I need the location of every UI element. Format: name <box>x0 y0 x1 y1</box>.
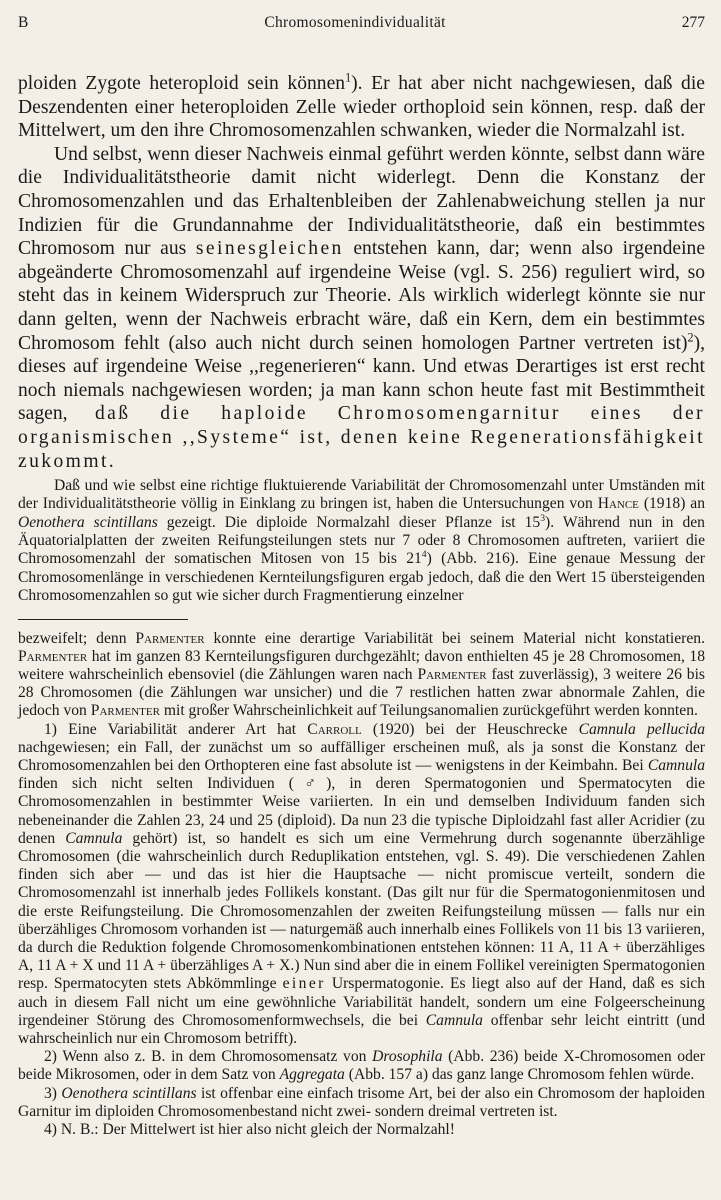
genus-name: Drosophila <box>372 1048 443 1066</box>
small-paragraph: Daß und wie selbst eine richtige fluktuierende Variabilität der Chromosomenzahl unter Umständen mit der Individualitätstheorie völlig in Einklang zu bringen ist, haben die Untersuchungen von Hance (1918) an Oenothera scintillans gezeigt. Die diploide Normalzahl dieser Pflanze ist $15^3$). Während nun in den Äquatorialplatten der zweiten Reifungsteilungen stets nur 7 oder 8 Chromosomen auftreten, variiert die Chromosomenzahl der somatischen Mitosen von 15 bis $21^4$) (Abb. 216). Eine genaue Messung der Chromosomenlänge in verschiedenen Kernteilungsfiguren ergab jedoch, daß die den Wert 15 übersteigenden Chromosomenzahlen so gut wie sicher durch Fragmentierung einzelner <box>18 477 706 605</box>
genus-name: Camnula <box>65 829 123 847</box>
author-name: Parmenter <box>18 647 88 665</box>
author-name: Carroll <box>307 720 362 738</box>
author-name: Parmenter <box>417 665 487 683</box>
footnote-ref-2: 2 <box>687 330 694 344</box>
main-text <box>18 72 705 473</box>
genus-name: Camnula <box>425 1011 483 1029</box>
spaced-emphasis: daß die haploide Chromosomengarnitur eines der organismischen ,,Systeme“ ist, denen keine Regenerationsfähigkeit zukommt. <box>18 403 705 472</box>
species-name: Oenothera scintillans <box>18 513 158 531</box>
header-left-letter: B <box>18 14 29 31</box>
footnote-ref-4: 4 <box>421 549 427 561</box>
footnote-continuation: bezweifelt; denn Parmenter konnte eine derartige Variabilität bei seinem Material nicht konstatieren. Parmenter hat im ganzen 83 Kernteilungsfiguren durchgezählt; davon enthielten 45 je 28 Chromosomen, 18 weitere wahrscheinlich ebensoviel (die Zählungen waren nach Parmenter fast zuverlässig), 3 weitere 26 bis 28 Chromosomen (die Zählungen war unsicher) und die 7 restlichen hatten zwar abnormale Zahlen, die jedoch von Parmenter mit großer Wahrscheinlichkeit auf Teilungsanomalien zurückgeführt werden konnten. <box>18 629 705 720</box>
small-print-section <box>18 477 705 605</box>
footnote-3: 3) Oenothera scintillans ist offenbar eine einfach trisome Art, bei der also ein Chromosom der haploiden Garnitur im diploiden Chromosomenbestand nicht zwei- sondern dreimal vertreten ist. <box>18 1084 705 1120</box>
author-name: Hance <box>597 495 639 513</box>
running-title: Chromosomenindividualität <box>264 14 446 31</box>
footnote-ref-1: 1 <box>345 70 352 85</box>
genus-name: Aggregata <box>279 1066 345 1084</box>
spaced-emphasis: seinesgleichen <box>195 238 344 260</box>
footnote-divider <box>18 619 188 620</box>
footnotes <box>18 630 705 1140</box>
species-name: Oenothera scintillans <box>61 1084 197 1102</box>
footnote-1: 1) Eine Variabilität anderer Art hat Carroll (1920) bei der Heuschrecke Camnula pellucida nachgewiesen; ein Fall, der zunächst um so auffälliger erscheinen muß, als ja sonst die Konstanz der Chromosomenzahlen bei den Orthopteren eine fast absolute ist — wenigstens in der Keimbahn. Bei Camnula finden sich nicht selten Individuen (♂), in deren Spermatogonien und Spermatocyten die Chromosomenzahlen in bestimmter Weise variierten. In ein und demselben Individuum fanden sich nebeneinander die Zahlen 23, 24 und 25 (diploid). Da nun 23 die typische Diploidzahl fast aller Acridier (zu denen Camnula gehört) ist, so handelt es sich um eine Vermehrung durch sogenannte überzählige Chromosomen (die wahrscheinlich durch Reduplikation entstehen, vgl. S. 49). Die verschiedenen Zahlen finden sich aber — und das ist hier die Hauptsache — nicht promiscue verteilt, sondern die Chromosomenzahl ist innerhalb jedes Follikels konstant. (Das gilt nur für die Spermatogonienmitosen und die erste Reifungsteilung. Die Chromosomenzahlen der zweiten Reifungsteilung müssen — falls nur ein überzähliges Chromosom vorhanden ist — naturgemäß auch innerhalb eines Follikels von 11 bis 13 variieren, da durch die Reduktion folgende Chromosomenkombinationen entstehen können: 11 A, 11 A + überzähliges A, 11 A + X und 11 A + überzähliges A + X.) Nun sind aber die in einem Follikel vereinigten Spermatogonien resp. Spermatocyten stets Abkömmlinge einer Urspermatogonie. Es liegt also auf der Hand, daß es sich auch in diesem Fall nicht um eine gewöhnliche Variabilität handelt, sondern um eine Folgeerscheinung irgendeiner Störung des Chromosomenformwechsels, die bei Camnula offenbar sehr leicht eintritt (und wahrscheinlich nur ein Chromosom betrifft). <box>18 720 706 1047</box>
footnote-ref-3: 3 <box>540 512 546 524</box>
footnote-4: 4) N. B.: Der Mittelwert ist hier also nicht gleich der Normalzahl! <box>44 1120 455 1138</box>
page-number: 277 <box>681 14 705 31</box>
paragraph-1: ploiden Zygote heteroploid sein können$^1$). Er hat aber nicht nachgewiesen, daß die Deszendenten einer heteroploiden Zelle wieder orthoploid sein können, resp. daß der Mittelwert, um den ihre Chromosomenzahlen schwanken, wieder die Normalzahl ist. <box>18 70 705 142</box>
running-head <box>18 14 705 48</box>
author-name: Parmenter <box>90 702 160 720</box>
species-name: Camnula pellucida <box>578 720 705 738</box>
paragraph-2: Und selbst, wenn dieser Nachweis einmal geführt werden könnte, selbst dann wäre die Individualitätstheorie damit nicht widerlegt. Denn die Konstanz der Chromosomenzahlen und das Erhaltenbleiben der Zahlenabweichung stellen ja nur Indizien für die Grundannahme der Individualitätstheorie, daß ein bestimmtes Chromosom nur aus seinesgleichen entstehen kann, dar; wenn also irgendeine abgeänderte Chromosomenzahl auf irgendeine Weise (vgl. S. 256) reguliert wird, so steht das in keinem Widerspruch zur Theorie. Als wirklich widerlegt könnte sie nur dann gelten, wenn der Nachweis erbracht wäre, daß ein Kern, dem ein bestimmtes Chromosom fehlt (also auch nicht durch seinen homologen Partner vertreten ist)$^2$), dieses auf irgendeine Weise ,,regenerieren“ kann. Und etwas Derartiges ist erst recht noch niemals nachgewiesen worden; ja man kann schon heute fast mit Bestimmtheit sagen, daß die haploide Chromosomengarnitur eines der organismischen ,,Systeme“ ist, denen keine Regenerationsfähigkeit zukommt. <box>18 143 706 472</box>
spaced-emphasis: einer <box>282 975 326 993</box>
author-name: Parmenter <box>135 629 205 647</box>
genus-name: Camnula <box>647 756 705 774</box>
footnote-2: 2) Wenn also z. B. in dem Chromosomensatz von Drosophila (Abb. 236) beide X-Chromosomen oder beide Mikrosomen, oder in dem Satz von Aggregata (Abb. 157 a) das ganz lange Chromosom fehlen würde. <box>18 1048 705 1084</box>
